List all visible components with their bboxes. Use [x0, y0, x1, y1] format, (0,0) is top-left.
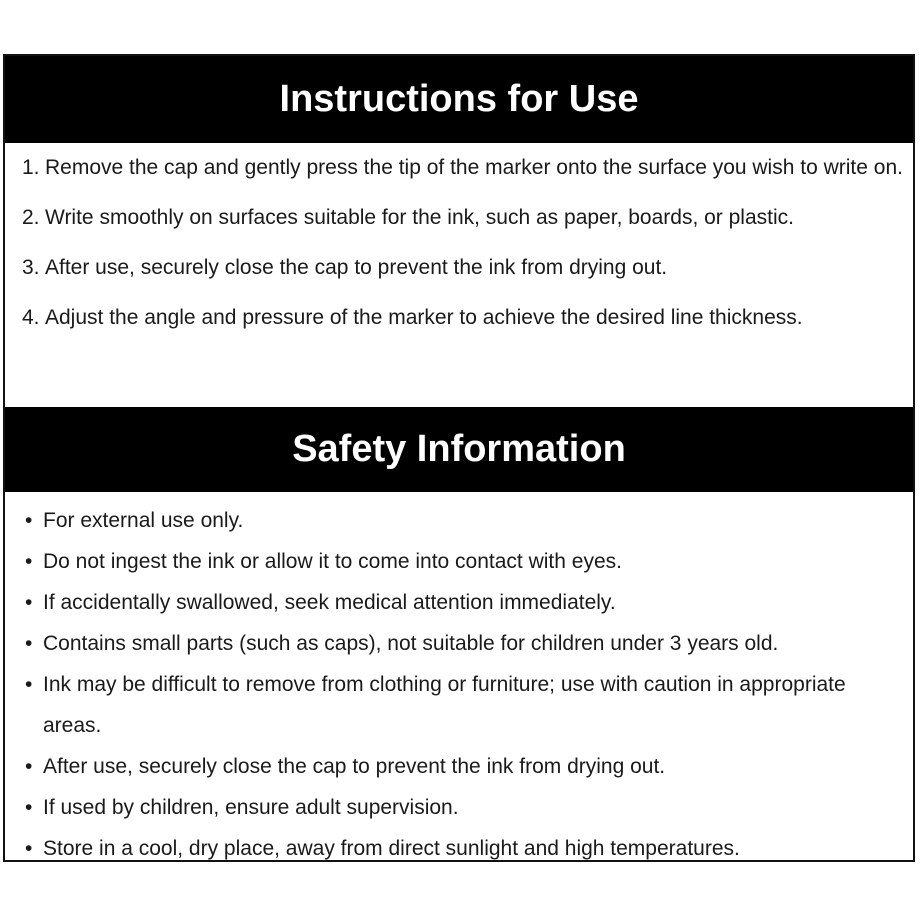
safety-list [5, 492, 913, 869]
step-text: After use, securely close the cap to prevent the ink from drying out. [45, 256, 668, 279]
step-text: Adjust the angle and pressure of the marker to achieve the desired line thickness. [45, 306, 803, 329]
bullet-icon: • [25, 755, 33, 778]
safety-text: Store in a cool, dry place, away from direct sunlight and high temperatures. [43, 837, 740, 860]
safety-item [5, 500, 913, 541]
bullet-icon: • [25, 837, 33, 860]
step-text: Remove the cap and gently press the tip of the marker onto the surface you wish to write on. [45, 156, 903, 179]
safety-item [5, 787, 913, 828]
safety-item [5, 664, 913, 746]
safety-item [5, 746, 913, 787]
step-number: 4. [22, 306, 40, 329]
safety-text: Ink may be difficult to remove from clothing or furniture; use with caution in appropriate areas. [43, 673, 846, 737]
bullet-icon: • [25, 509, 33, 532]
instruction-step [5, 243, 913, 293]
safety-heading: Safety Information [5, 407, 913, 492]
instruction-step [5, 143, 913, 193]
bullet-icon: • [25, 796, 33, 819]
safety-text: Contains small parts (such as caps), not suitable for children under 3 years old. [43, 632, 779, 655]
bullet-icon: • [25, 591, 33, 614]
instruction-step [5, 193, 913, 243]
safety-text: After use, securely close the cap to prevent the ink from drying out. [43, 755, 666, 778]
safety-item [5, 623, 913, 664]
instruction-sheet [3, 54, 915, 862]
safety-item [5, 541, 913, 582]
step-number: 1. [22, 156, 40, 179]
instructions-list [5, 143, 913, 407]
safety-text: Do not ingest the ink or allow it to come into contact with eyes. [43, 550, 622, 573]
bullet-icon: • [25, 632, 33, 655]
step-text: Write smoothly on surfaces suitable for the ink, such as paper, boards, or plastic. [45, 206, 794, 229]
safety-item [5, 828, 913, 869]
bullet-icon: • [25, 550, 33, 573]
instructions-heading: Instructions for Use [5, 56, 913, 143]
safety-text: If used by children, ensure adult supervision. [43, 796, 459, 819]
step-number: 2. [22, 206, 40, 229]
safety-text: If accidentally swallowed, seek medical attention immediately. [43, 591, 616, 614]
step-number: 3. [22, 256, 40, 279]
instruction-step [5, 293, 913, 343]
safety-text: For external use only. [43, 509, 244, 532]
bullet-icon: • [25, 673, 33, 696]
safety-item [5, 582, 913, 623]
